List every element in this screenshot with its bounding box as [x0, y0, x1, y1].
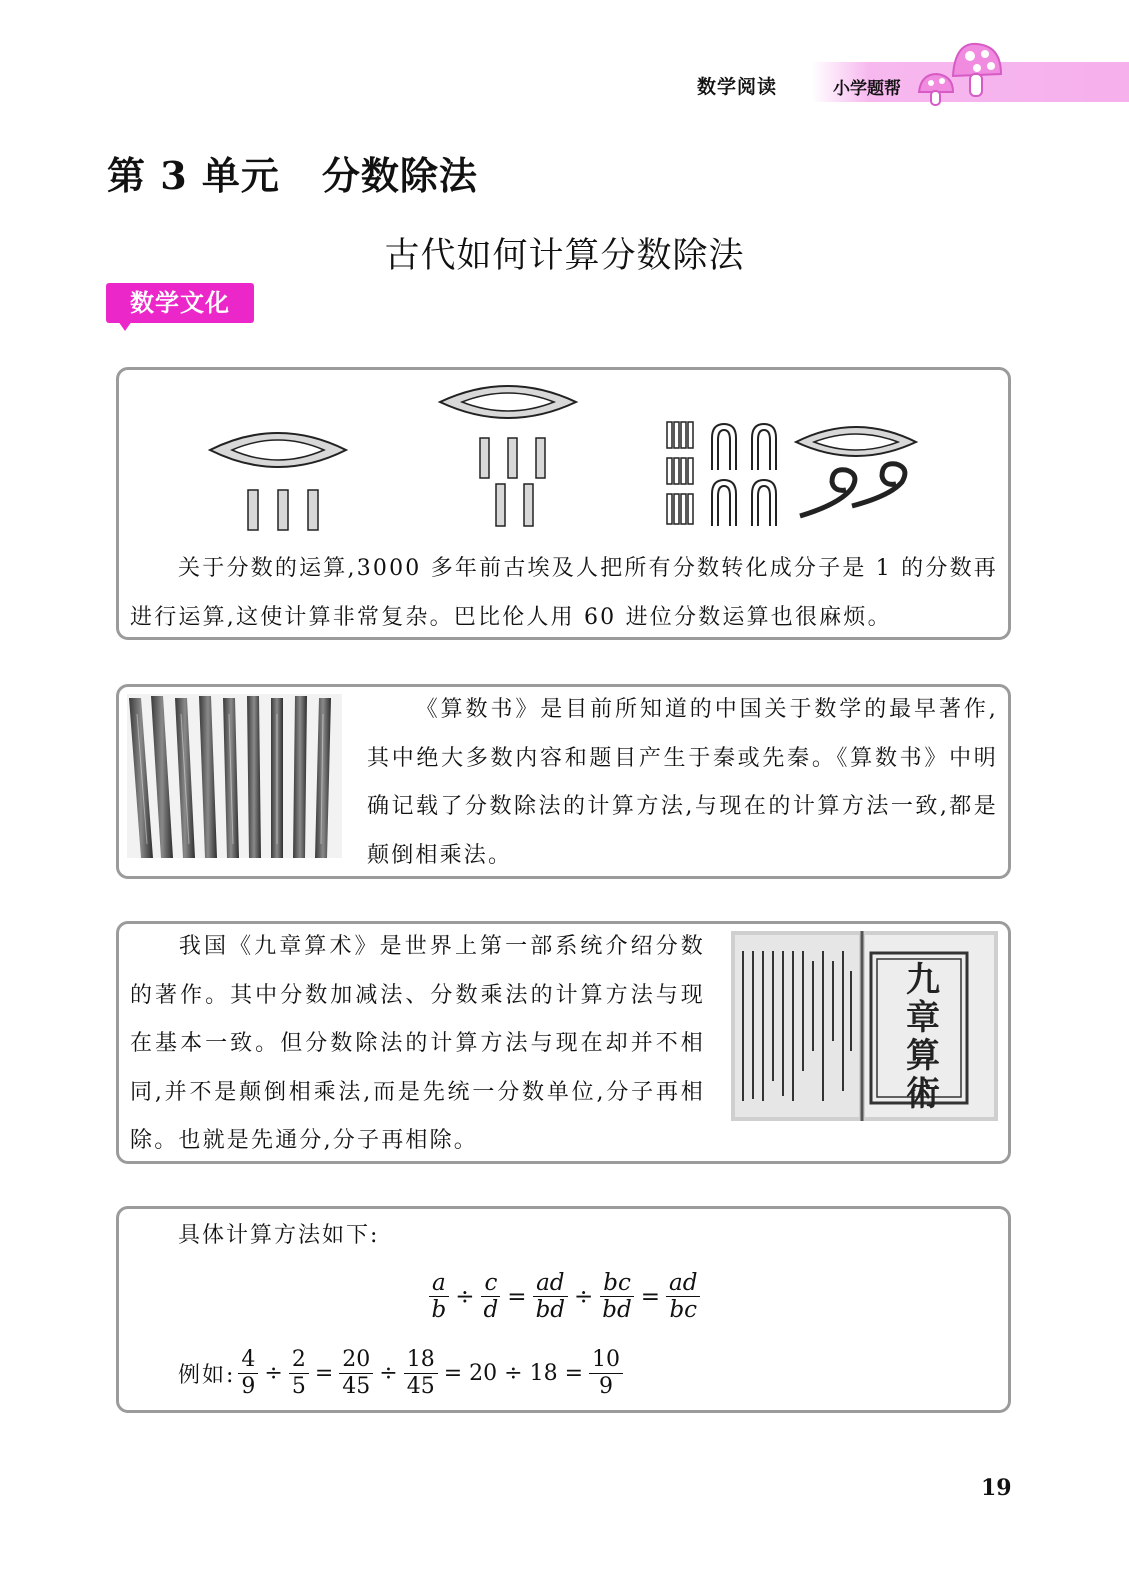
egyptian-hieroglyph-fractions-image [200, 378, 920, 538]
worked-example: 例如: $\frac{4}{9}$ ÷ $\frac{2}{5}$ = $\frac{20}{45}$ ÷ $\frac{18}{45}$ = 20 ÷ 18 = $\frac{10}{9}$ [178, 1347, 626, 1400]
fraction: $\frac{ad}{bd}$ [533, 1270, 568, 1323]
fraction: $\frac{2}{5}$ [289, 1347, 309, 1400]
unit-name: 分数除法 [321, 153, 478, 198]
section-tag-tail [118, 321, 132, 331]
unit-number: 第 3 单元 [107, 153, 280, 198]
box3-text: 我国《九章算术》是世界上第一部系统介绍分数的著作。其中分数加减法、分数乘法的计算方法与现在基本一致。但分数除法的计算方法与现在却并不相同,并不是颠倒相乘法,而是先统一分数单位,分子再相除。也就是先通分,分子再相除。 [130, 934, 705, 1153]
box1-text: 关于分数的运算,3000 多年前古埃及人把所有分数转化成分子是 1 的分数再进行运算,这使计算非常复杂。巴比伦人用 60 进位分数运算也很麻烦。 [130, 556, 998, 630]
fraction: $\frac{a}{b}$ [429, 1270, 450, 1323]
box2-text: 《算数书》是目前所知道的中国关于数学的最早著作,其中绝大多数内容和题目产生于秦或先秦。《算数书》中明确记载了分数除法的计算方法,与现在的计算方法一致,都是颠倒相乘法。 [367, 697, 998, 868]
fraction: $\frac{ad}{bc}$ [666, 1270, 700, 1323]
general-formula: $\frac{a}{b}$ ÷ $\frac{c}{d}$ = $\frac{ad}{bd}$ ÷ $\frac{bc}{bd}$ = $\frac{ad}{bc}$ [0, 1270, 1129, 1323]
fraction: $\frac{18}{45}$ [404, 1347, 438, 1400]
fraction: $\frac{bc}{bd}$ [599, 1270, 634, 1323]
section-tag: 数学文化 [106, 283, 254, 323]
method-intro: 具体计算方法如下: [178, 1223, 380, 1248]
fraction: $\frac{c}{d}$ [481, 1270, 502, 1323]
fraction: $\frac{10}{9}$ [589, 1347, 623, 1400]
fraction: $\frac{20}{45}$ [339, 1347, 373, 1400]
page-title: 古代如何计算分数除法 [384, 236, 745, 276]
fraction: $\frac{4}{9}$ [238, 1347, 258, 1400]
mushroom-icon [915, 40, 1005, 110]
unit-title [107, 145, 478, 200]
page-number: 19 [981, 1475, 1012, 1501]
header-section-label: 数学阅读 [697, 76, 778, 98]
jiuzhang-book-image [731, 931, 998, 1121]
bamboo-slips-image [127, 694, 342, 858]
header-brand-label: 小学题帮 [833, 79, 901, 99]
book-title-vertical: 九章算術 [906, 960, 940, 1114]
